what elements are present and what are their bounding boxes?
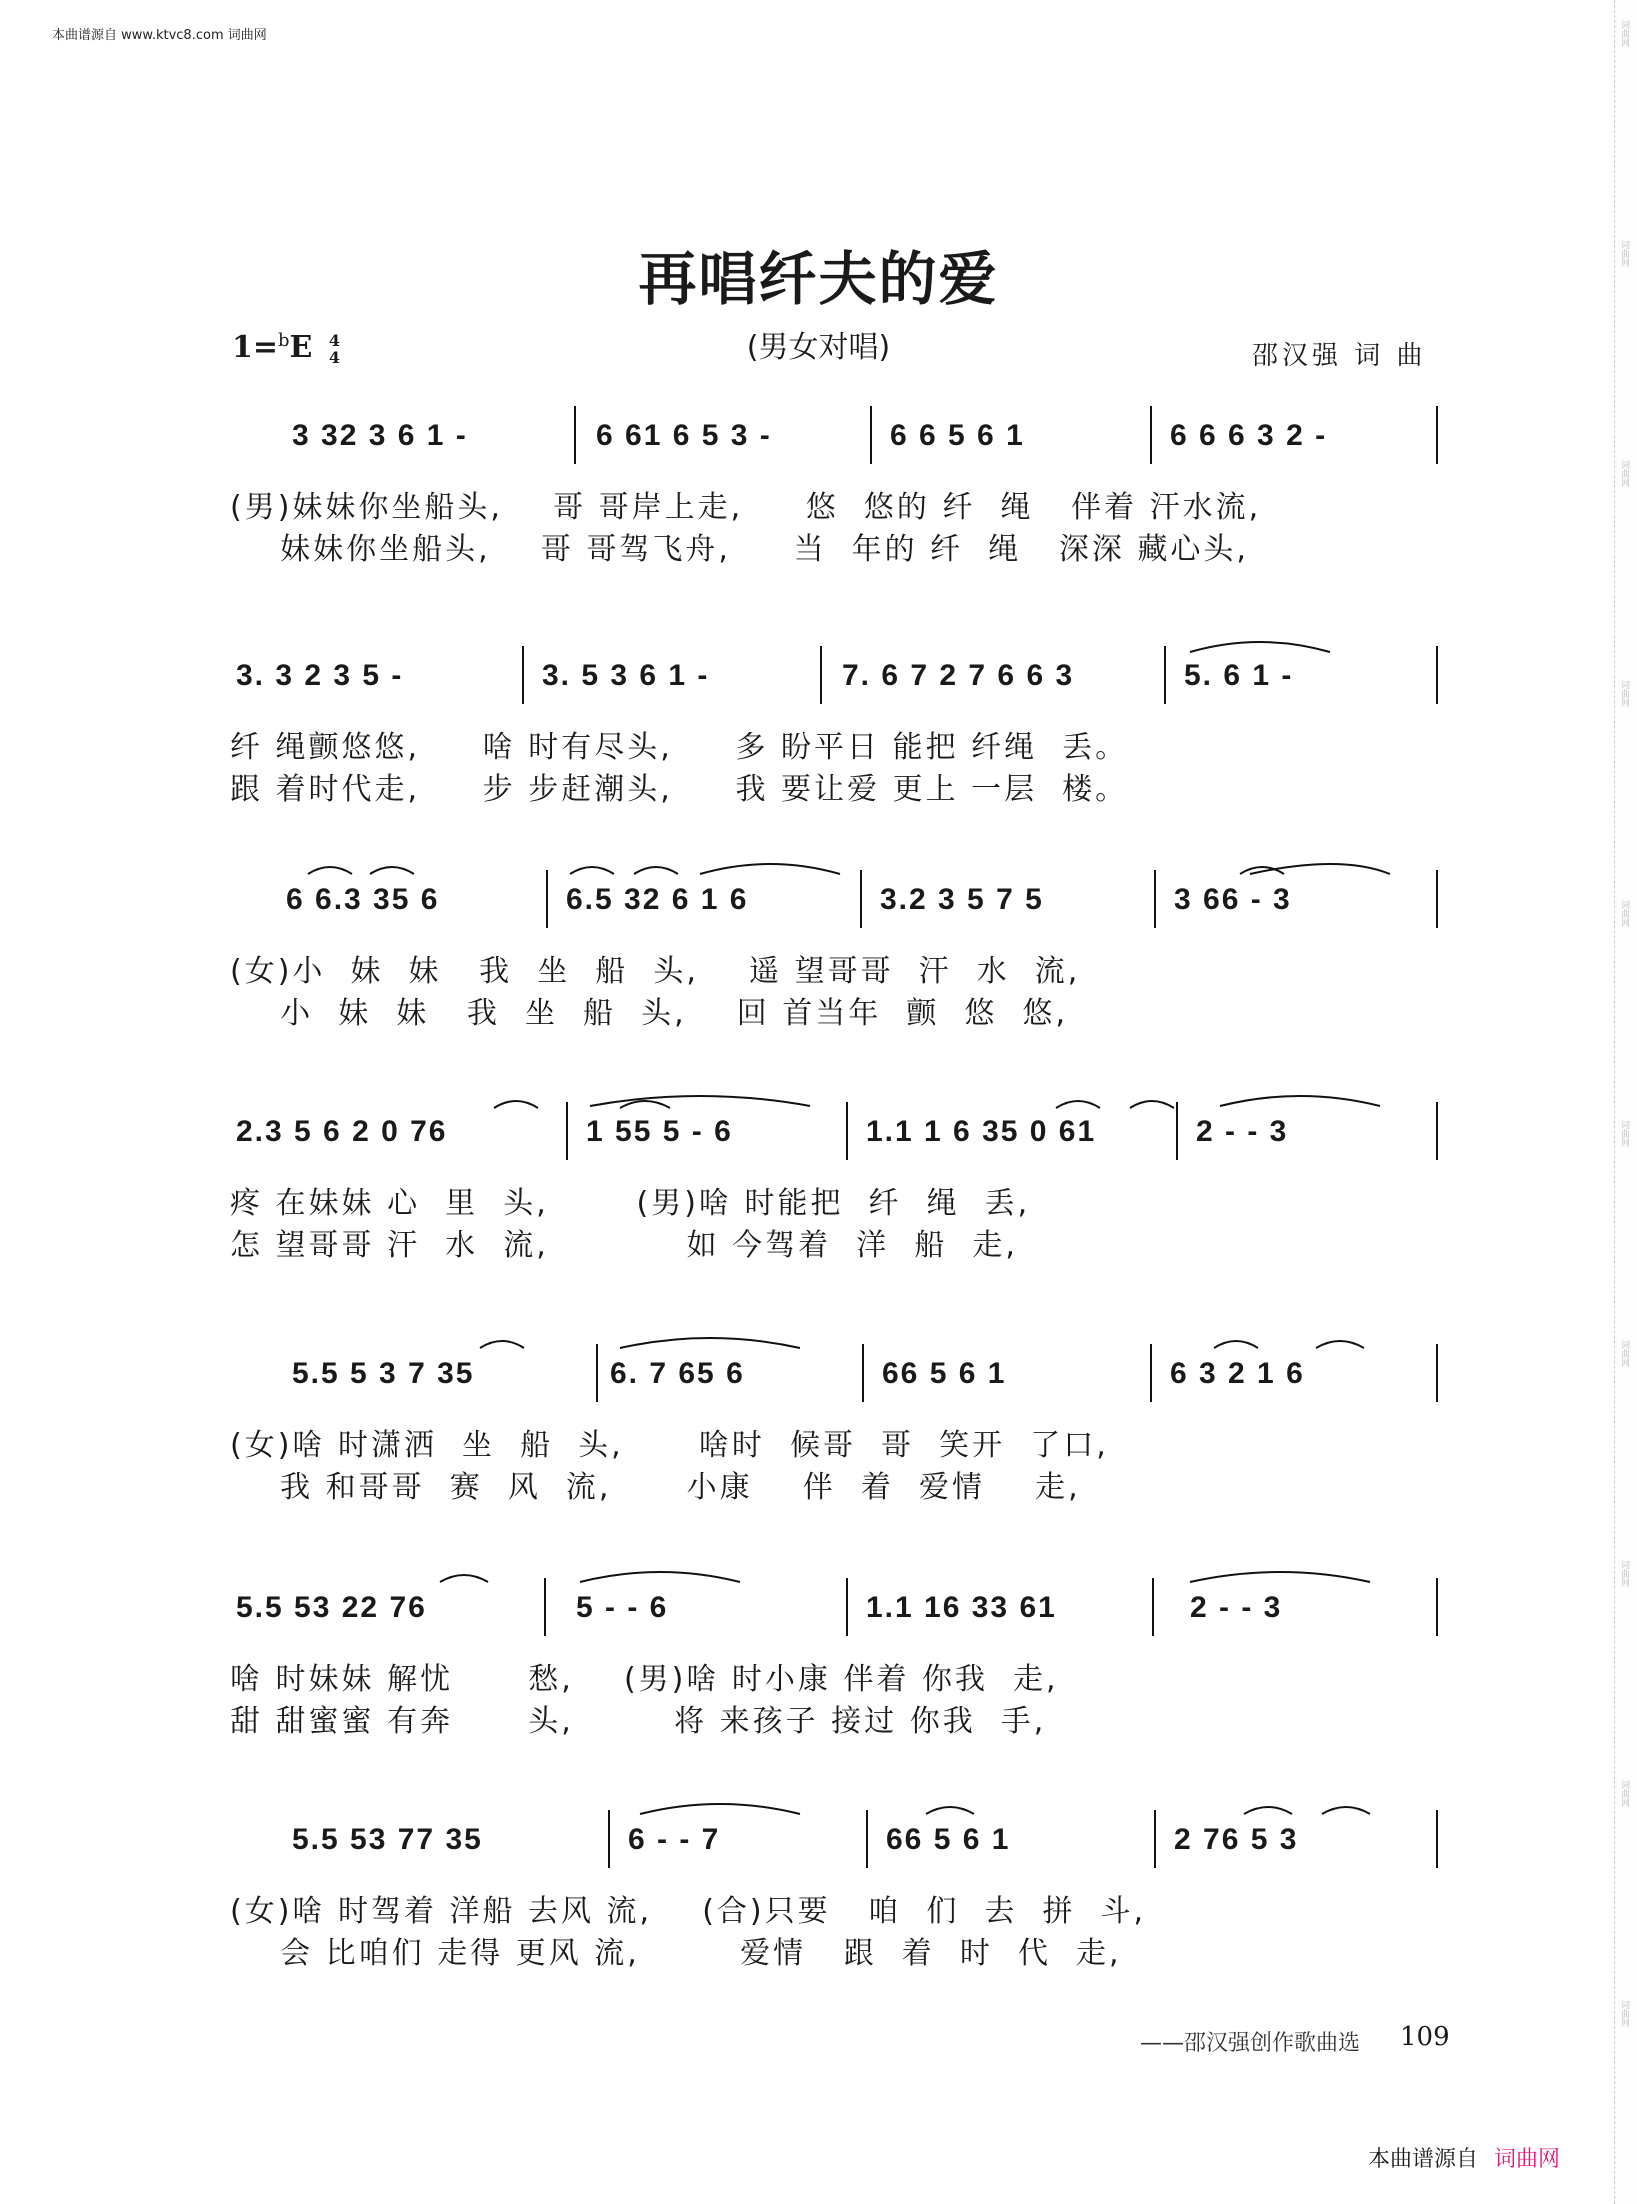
- side-watermark: 词曲网: [1619, 900, 1629, 927]
- measure: 3.2 3 5 7 5: [880, 883, 1044, 916]
- measure: 5.5 5 3 7 35: [292, 1357, 475, 1390]
- time-top: 4: [328, 331, 341, 350]
- measure: 3 66 - 3: [1174, 883, 1292, 916]
- notation-line: [230, 1344, 1440, 1404]
- song-subtitle: (男女对唱): [746, 330, 891, 365]
- measure: 2 - - 3: [1190, 1591, 1283, 1624]
- barline: [1152, 1578, 1154, 1636]
- barline: [862, 1344, 864, 1402]
- barline: [1436, 646, 1438, 704]
- barline: [860, 870, 862, 928]
- lyrics-verse-2: 会 比咱们 走得 更风 流, 爱情 跟 着 时 代 走,: [230, 1936, 1122, 1971]
- lyrics-verse-2: 小 妹 妹 我 坐 船 头, 回 首当年 颤 悠 悠,: [230, 996, 1069, 1031]
- measure: 1.1 1 6 35 0 61: [866, 1115, 1097, 1148]
- key-prefix: 1=: [232, 330, 279, 365]
- measure: 5. 6 1 -: [1184, 659, 1294, 692]
- book-credit: ——邵汉强创作歌曲选: [1140, 2031, 1361, 2056]
- measure: 6 61 6 5 3 -: [596, 419, 772, 452]
- lyrics-verse-2: 我 和哥哥 赛 风 流, 小康 伴 着 爱情 走,: [230, 1470, 1081, 1505]
- measure: 3 32 3 6 1 -: [292, 419, 468, 452]
- barline: [1154, 1810, 1156, 1868]
- side-watermark: 词曲网: [1619, 2000, 1629, 2027]
- measure: 6 3 2 1 6: [1170, 1357, 1305, 1390]
- barline: [596, 1344, 598, 1402]
- barline: [1150, 406, 1152, 464]
- lyrics-verse-1: (女)小 妹 妹 我 坐 船 头, 遥 望哥哥 汗 水 流,: [230, 954, 1081, 989]
- barline: [870, 406, 872, 464]
- notation-line: [230, 646, 1440, 706]
- measure: 5.5 53 22 76: [236, 1591, 427, 1624]
- key-note: E: [289, 330, 313, 365]
- barline: [1150, 1344, 1152, 1402]
- side-watermark: 词曲网: [1619, 240, 1629, 267]
- barline: [846, 1102, 848, 1160]
- song-title: 再唱纤夫的爱: [638, 245, 999, 313]
- barline: [522, 646, 524, 704]
- brand-left: 本曲谱源自: [1368, 2147, 1479, 2172]
- measure: 1.1 16 33 61: [866, 1591, 1057, 1624]
- barline: [1436, 1578, 1438, 1636]
- flat-sign: b: [278, 330, 290, 351]
- time-bottom: 4: [328, 348, 341, 367]
- header-source: 本曲谱源自 www.ktvc8.com 词曲网: [52, 28, 267, 43]
- measure: 3. 3 2 3 5 -: [236, 659, 404, 692]
- barline: [544, 1578, 546, 1636]
- lyrics-verse-1: 疼 在妹妹 心 里 头, (男)啥 时能把 纤 绳 丢,: [230, 1186, 1031, 1221]
- barline: [1436, 1344, 1438, 1402]
- barline: [866, 1810, 868, 1868]
- notation-line: [230, 870, 1440, 930]
- measure: 6 6.3 35 6: [286, 883, 440, 916]
- lyrics-verse-1: 纤 绳颤悠悠, 啥 时有尽头, 多 盼平日 能把 纤绳 丢。: [230, 730, 1129, 765]
- barline: [574, 406, 576, 464]
- measure: 6 - - 7: [628, 1823, 721, 1856]
- lyrics-verse-2: 甜 甜蜜蜜 有奔 头, 将 来孩子 接过 你我 手,: [230, 1704, 1047, 1739]
- lyrics-verse-1: (男)妹妹你坐船头, 哥 哥岸上走, 悠 悠的 纤 绳 伴着 汗水流,: [230, 490, 1262, 525]
- measure: 66 5 6 1: [886, 1823, 1011, 1856]
- measure: 6 6 5 6 1: [890, 419, 1025, 452]
- measure: 2.3 5 6 2 0 76: [236, 1115, 448, 1148]
- measure: 3. 5 3 6 1 -: [542, 659, 710, 692]
- measure: 6. 7 65 6: [610, 1357, 745, 1390]
- side-watermark: 词曲网: [1619, 1120, 1629, 1147]
- lyrics-verse-1: (女)啥 时驾着 洋船 去风 流, (合)只要 咱 们 去 拼 斗,: [230, 1894, 1147, 1929]
- notation-line: [230, 1810, 1440, 1870]
- measure: 5.5 53 77 35: [292, 1823, 483, 1856]
- measure: 6.5 32 6 1 6: [566, 883, 749, 916]
- lyrics-verse-2: 妹妹你坐船头, 哥 哥驾飞舟, 当 年的 纤 绳 深深 藏心头,: [230, 532, 1249, 567]
- page-number: 109: [1400, 2022, 1450, 2052]
- brand-link[interactable]: 词曲网: [1494, 2147, 1561, 2172]
- barline: [820, 646, 822, 704]
- side-watermark: 词曲网: [1619, 680, 1629, 707]
- measure: 66 5 6 1: [882, 1357, 1007, 1390]
- barline: [566, 1102, 568, 1160]
- time-signature: [329, 332, 340, 366]
- side-watermark: 词曲网: [1619, 20, 1629, 47]
- lyrics-verse-2: 跟 着时代走, 步 步赶潮头, 我 要让爱 更上 一层 楼。: [230, 772, 1129, 807]
- side-watermark: 词曲网: [1619, 460, 1629, 487]
- brand-footer: [1368, 2142, 1560, 2173]
- measure: 6 6 6 3 2 -: [1170, 419, 1328, 452]
- measure: 5 - - 6: [576, 1591, 669, 1624]
- lyrics-verse-2: 怎 望哥哥 汗 水 流, 如 今驾着 洋 船 走,: [230, 1228, 1018, 1263]
- barline: [846, 1578, 848, 1636]
- measure: 7. 6 7 2 7 6 6 3: [842, 659, 1075, 692]
- barline: [1436, 870, 1438, 928]
- barline: [1176, 1102, 1178, 1160]
- side-watermark: 词曲网: [1619, 1560, 1629, 1587]
- barline: [546, 870, 548, 928]
- measure: 2 76 5 3: [1174, 1823, 1299, 1856]
- notation-line: [230, 406, 1440, 466]
- barline: [1436, 1102, 1438, 1160]
- lyrics-verse-1: 啥 时妹妹 解忧 愁, (男)啥 时小康 伴着 你我 走,: [230, 1662, 1059, 1697]
- measure: 2 - - 3: [1196, 1115, 1289, 1148]
- barline: [1164, 646, 1166, 704]
- barline: [1154, 870, 1156, 928]
- barline: [608, 1810, 610, 1868]
- side-watermark: 词曲网: [1619, 1780, 1629, 1807]
- side-watermark: 词曲网: [1619, 1340, 1629, 1367]
- key-signature: [232, 330, 340, 366]
- lyrics-verse-1: (女)啥 时潇洒 坐 船 头, 啥时 候哥 哥 笑开 了口,: [230, 1428, 1109, 1463]
- notation-line: [230, 1102, 1440, 1162]
- measure: 1 55 5 - 6: [586, 1115, 733, 1148]
- author-credit: 邵汉强 词 曲: [1252, 341, 1427, 371]
- notation-line: [230, 1578, 1440, 1638]
- barline: [1436, 1810, 1438, 1868]
- barline: [1436, 406, 1438, 464]
